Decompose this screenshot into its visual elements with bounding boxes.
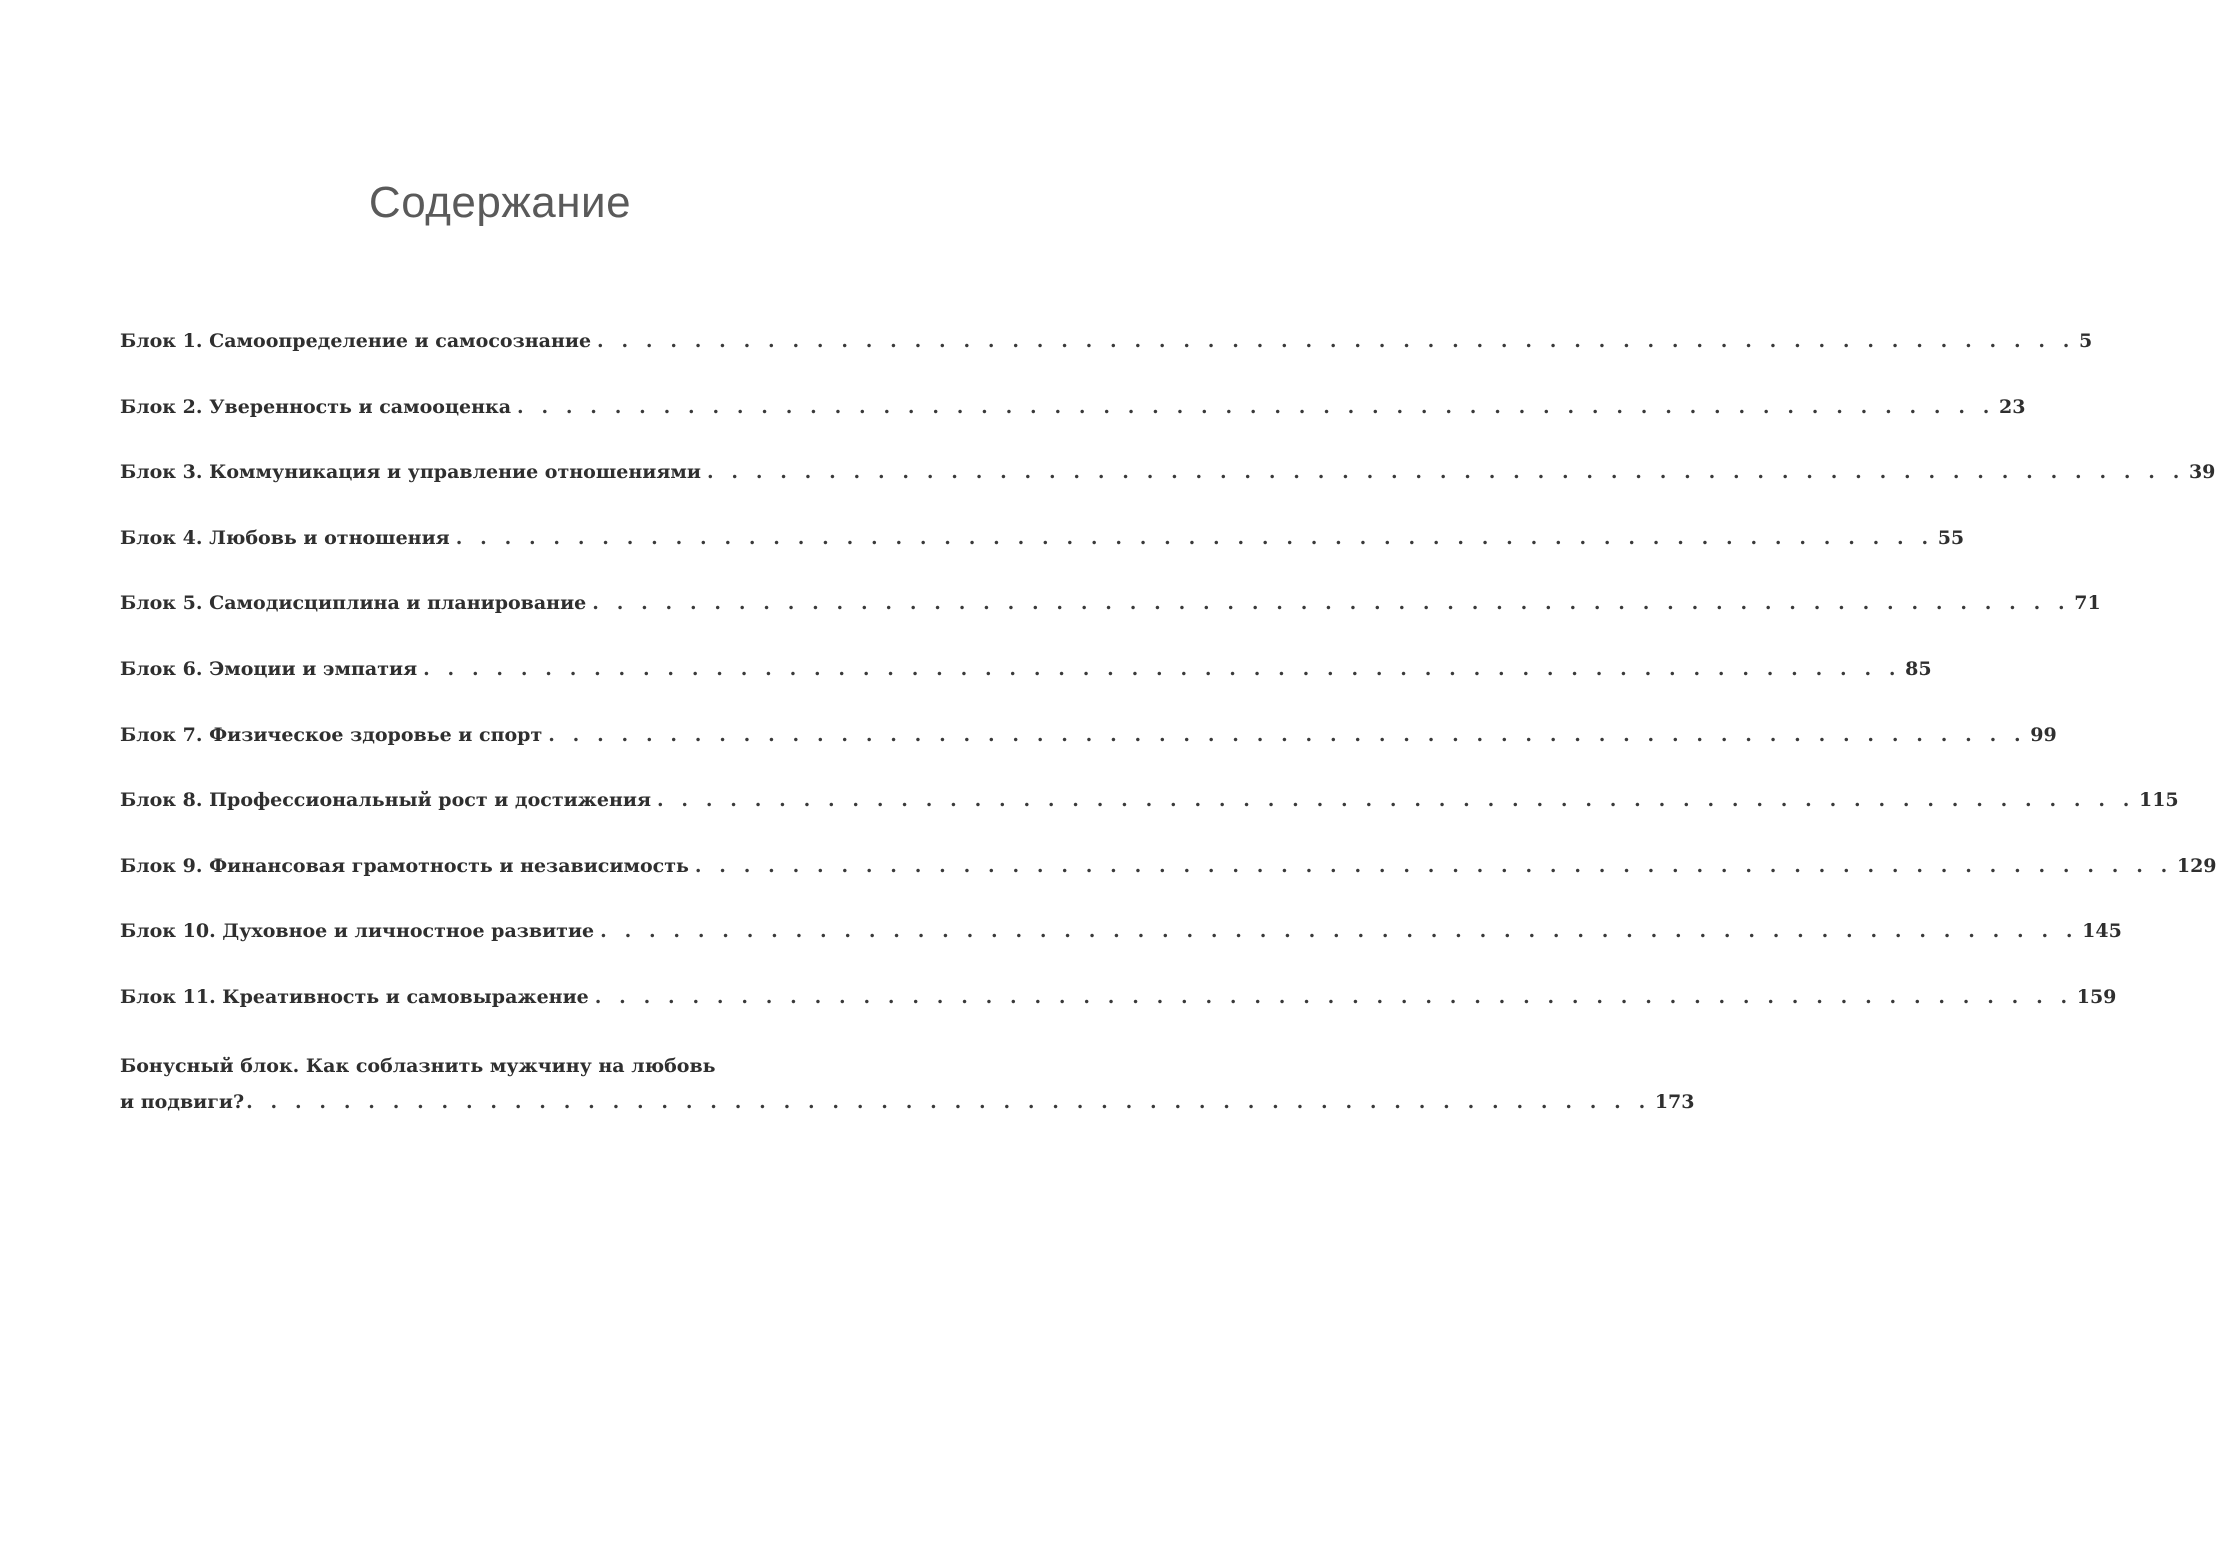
- toc-entry-label-continued: и подвиги?: [120, 1090, 245, 1113]
- dot-leader: [456, 519, 1934, 557]
- toc-entry-bonus[interactable]: [120, 1048, 1695, 1120]
- toc-entry-page: 145: [2082, 920, 2122, 943]
- toc-entry-page: 5: [2079, 330, 2093, 352]
- dot-leader: [597, 322, 2075, 360]
- dot-leader: . . . . . . . . . . . . . . . . . . . . . . . . . . . . . . . . . . . . . . . . . . . . . . . . . . . . . . . . . .: [246, 1090, 1651, 1113]
- toc-entry-page: 85: [1905, 657, 1932, 680]
- dot-leader: [695, 847, 2173, 885]
- toc-entry-label: Блок 3. Коммуникация и управление отношениями: [120, 461, 701, 484]
- toc-entry-page: 99: [2030, 723, 2057, 746]
- toc-entry-2[interactable]: [120, 388, 2026, 454]
- dot-leader: [423, 650, 1901, 688]
- dot-leader: [657, 781, 2135, 819]
- table-of-contents: [120, 322, 2217, 1120]
- dot-leader: [595, 978, 2073, 1016]
- toc-entry-4[interactable]: [120, 519, 1965, 585]
- dot-leader: [592, 584, 2070, 622]
- toc-entry-page: 23: [1999, 395, 2026, 418]
- dot-leader: [517, 388, 1995, 426]
- toc-entry-10[interactable]: [120, 912, 2122, 978]
- toc-entry-1[interactable]: [120, 322, 2093, 388]
- toc-entry-page: 71: [2074, 592, 2101, 615]
- toc-entry-5[interactable]: [120, 584, 2101, 650]
- toc-entry-3[interactable]: [120, 453, 2216, 519]
- toc-entry-7[interactable]: [120, 716, 2057, 782]
- toc-entry-label: Блок 8. Профессиональный рост и достижения: [120, 789, 651, 812]
- toc-entry-page: 55: [1937, 526, 1965, 549]
- toc-entry-page: 159: [2076, 985, 2117, 1008]
- toc-entry-11[interactable]: [120, 978, 2117, 1044]
- dot-leader: [600, 912, 2078, 950]
- toc-entry-label: Блок 4. Любовь и отношения: [120, 526, 450, 549]
- toc-entry-label: Блок 2. Уверенность и самооценка: [120, 395, 512, 418]
- dot-leader: [707, 453, 2185, 491]
- toc-entry-label: Блок 11. Креативность и самовыражение: [120, 985, 589, 1008]
- toc-entry-8[interactable]: [120, 781, 2179, 847]
- toc-entry-label: Блок 1. Самоопределение и самосознание: [120, 330, 592, 352]
- toc-entry-label: Бонусный блок. Как соблазнить мужчину на любовь: [120, 1054, 716, 1077]
- toc-entry-page: 173: [1654, 1090, 1695, 1113]
- toc-entry-label: Блок 7. Физическое здоровье и спорт: [120, 723, 543, 746]
- toc-entry-label: Блок 9. Финансовая грамотность и независимость: [120, 854, 689, 877]
- page-title: Содержание: [368, 178, 632, 227]
- dot-leader: [548, 716, 2026, 754]
- toc-entry-page: 39: [2188, 461, 2216, 484]
- toc-entry-page: 129: [2176, 854, 2217, 877]
- toc-entry-label: Блок 10. Духовное и личностное развитие: [120, 920, 595, 943]
- toc-entry-page: 115: [2138, 789, 2179, 812]
- toc-entry-6[interactable]: [120, 650, 1932, 716]
- toc-entry-label: Блок 5. Самодисциплина и планирование: [120, 592, 587, 615]
- toc-entry-label: Блок 6. Эмоции и эмпатия: [120, 657, 418, 680]
- toc-entry-9[interactable]: [120, 847, 2217, 913]
